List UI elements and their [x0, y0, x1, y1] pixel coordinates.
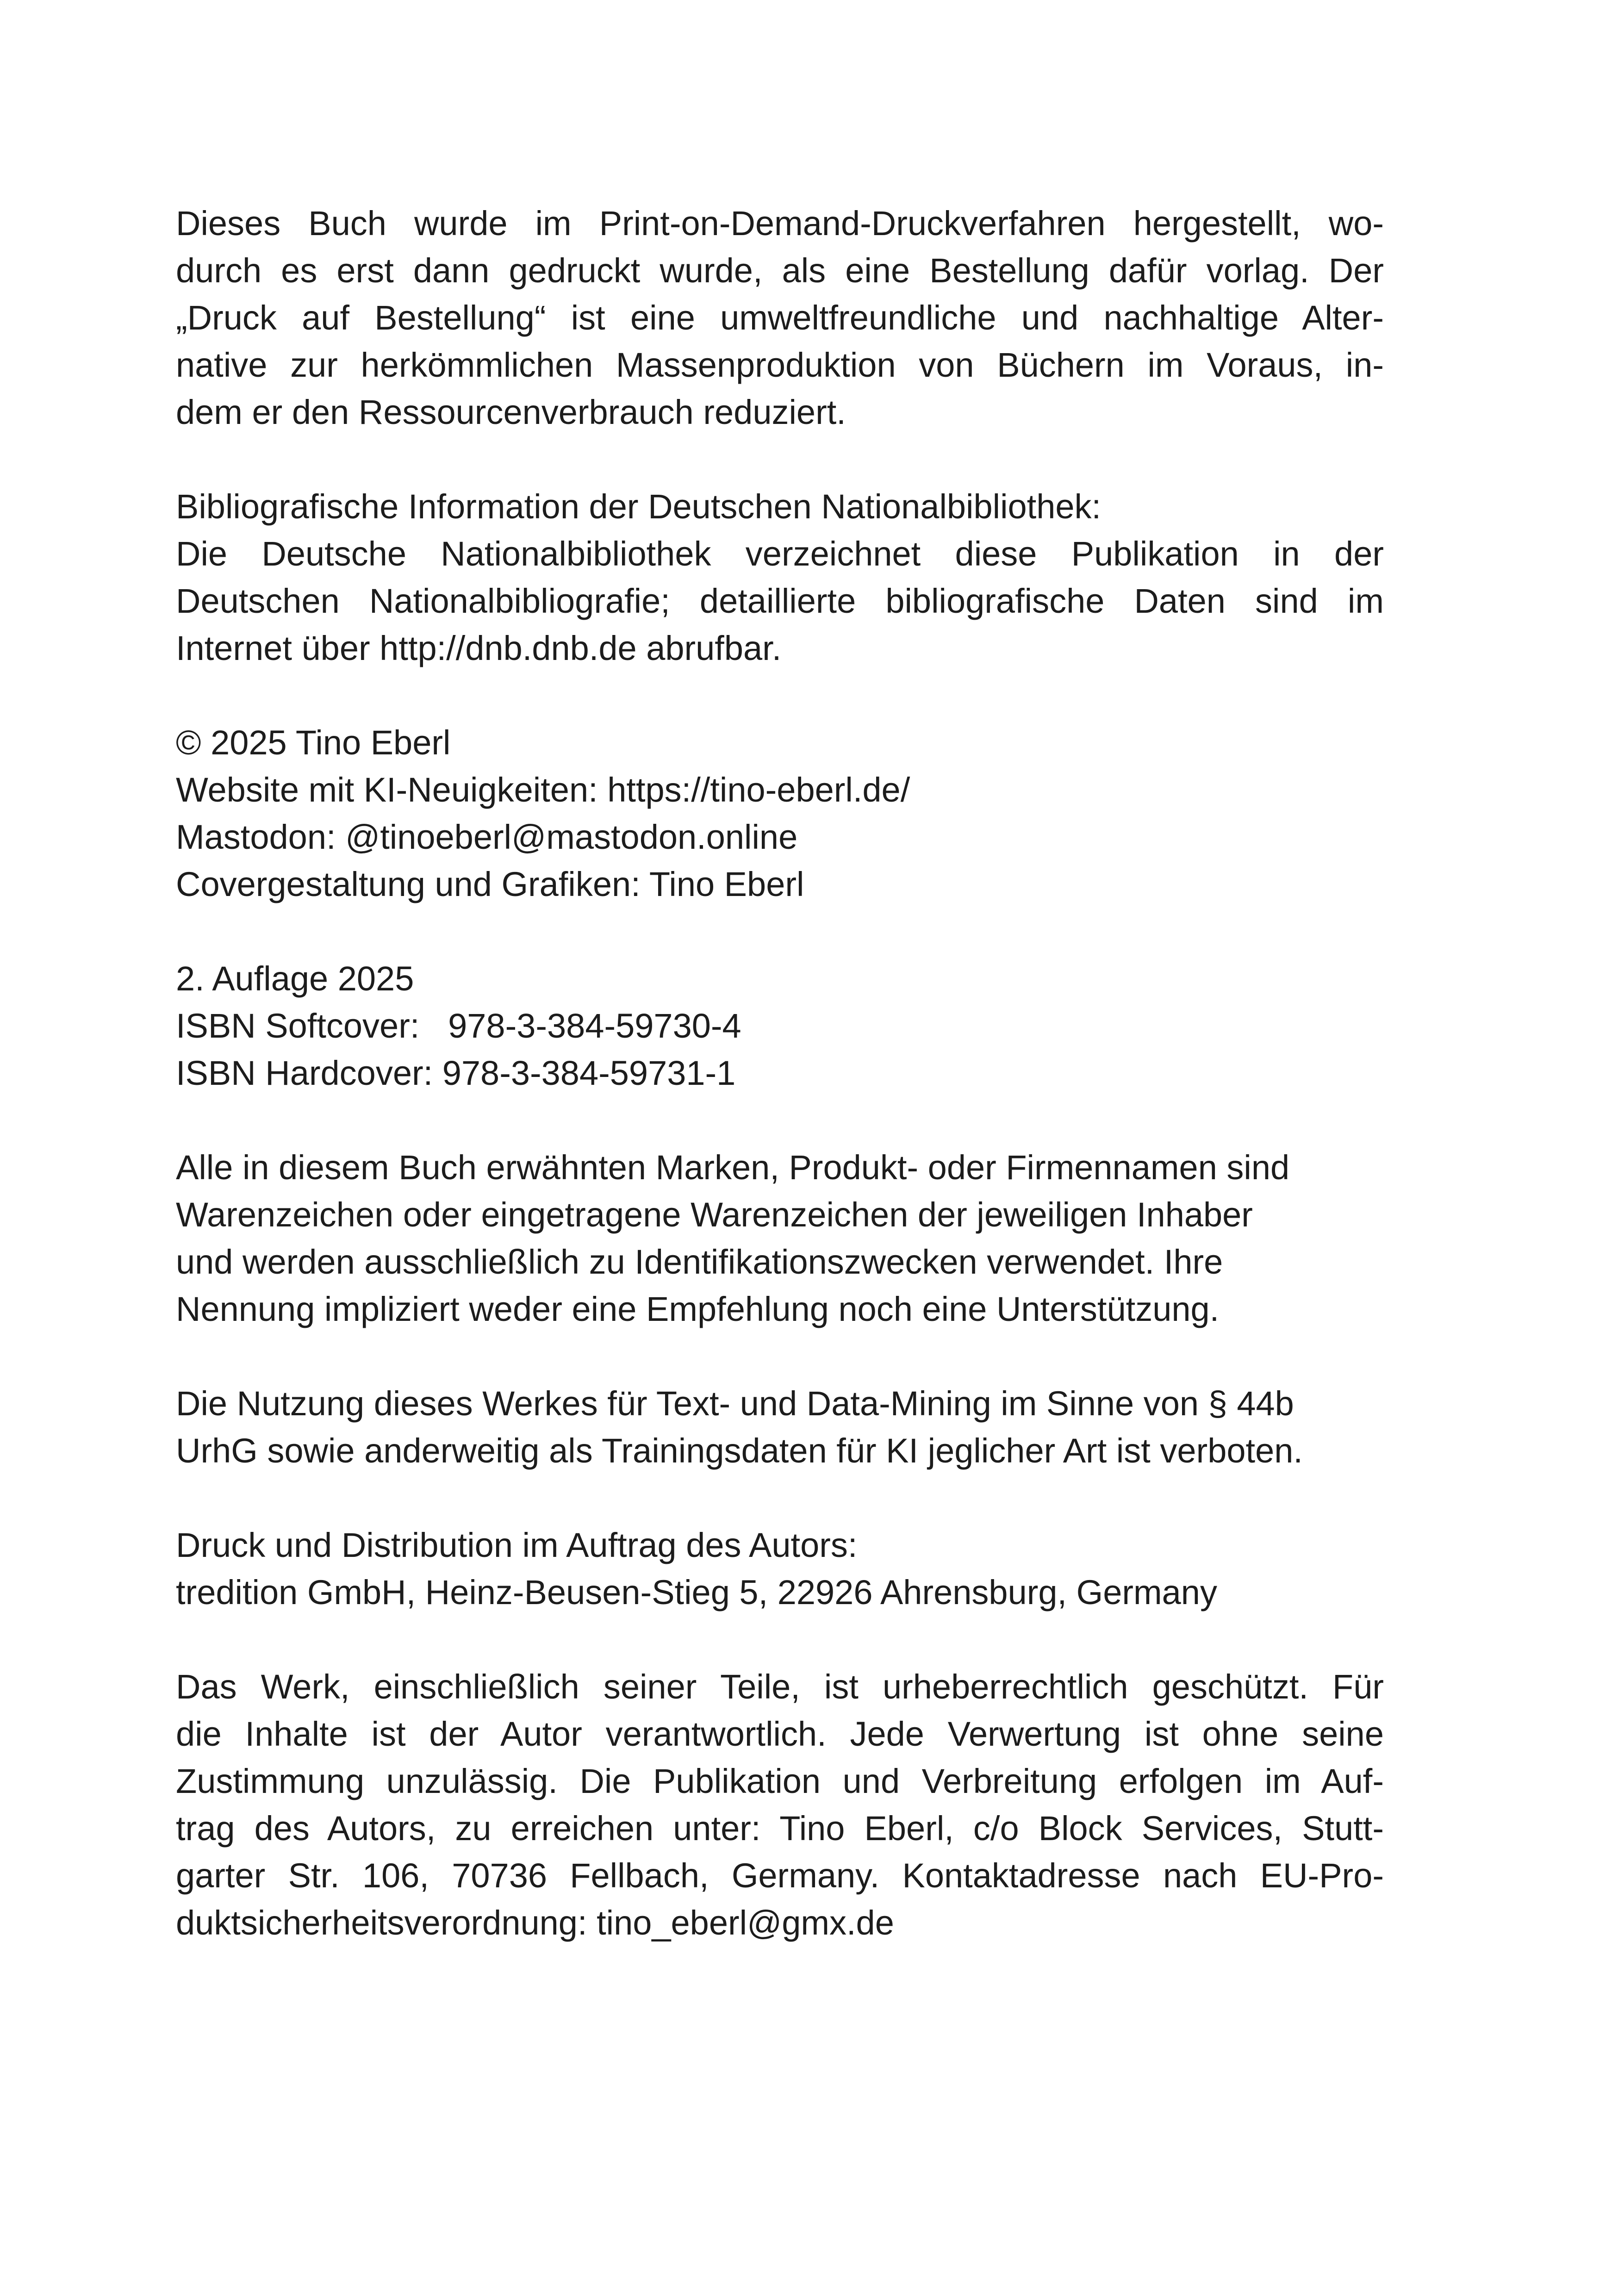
pod-line-1: Dieses Buch wurde im Print-on-Demand-Druckverfahren hergestellt, wo- [176, 204, 1384, 243]
notice-line-3: Zustimmung unzulässig. Die Publikation und Verbreitung erfolgen im Auf- [176, 1762, 1384, 1800]
trademarks-paragraph [176, 1144, 1384, 1333]
notice-line-6: duktsicherheitsverordnung: tino_eberl@gmx.de [176, 1904, 894, 1942]
tdm-line-1: Die Nutzung dieses Werkes für Text- und Data-Mining im Sinne von § 44b [176, 1384, 1294, 1423]
cover-design-line: Covergestaltung und Grafiken: Tino Eberl [176, 865, 804, 903]
isbn-hardcover-line: ISBN Hardcover: 978-3-384-59731-1 [176, 1054, 736, 1092]
print-on-demand-paragraph [176, 200, 1384, 436]
pod-line-4: native zur herkömmlichen Massenproduktion von Büchern im Voraus, in- [176, 346, 1384, 384]
distribution-address: tredition GmbH, Heinz-Beusen-Stieg 5, 22926 Ahrensburg, Germany [176, 1573, 1217, 1612]
distribution-paragraph [176, 1522, 1384, 1616]
notice-line-2: die Inhalte ist der Autor verantwortlich. Jede Verwertung ist ohne seine [176, 1715, 1384, 1753]
trademarks-line-4: Nennung impliziert weder eine Empfehlung noch eine Unterstützung. [176, 1290, 1220, 1328]
imprint-page [176, 200, 1384, 1994]
pod-line-3: „Druck auf Bestellung“ ist eine umweltfreundliche und nachhaltige Alter- [176, 299, 1384, 337]
notice-line-5: garter Str. 106, 70736 Fellbach, Germany. Kontaktadresse nach EU-Pro- [176, 1856, 1384, 1895]
author-info-paragraph [176, 719, 1384, 908]
edition-paragraph [176, 955, 1384, 1097]
edition-line: 2. Auflage 2025 [176, 959, 414, 998]
trademarks-line-2: Warenzeichen oder eingetragene Warenzeichen der jeweiligen Inhaber [176, 1195, 1253, 1234]
distribution-heading: Druck und Distribution im Auftrag des Autors: [176, 1526, 858, 1564]
tdm-line-2: UrhG sowie anderweitig als Trainingsdaten für KI jeglicher Art ist verboten. [176, 1431, 1303, 1470]
bibliography-line-2: Deutschen Nationalbibliografie; detaillierte bibliografische Daten sind im [176, 582, 1384, 620]
copyright-notice-paragraph [176, 1663, 1384, 1947]
isbn-softcover-line: ISBN Softcover: 978-3-384-59730-4 [176, 1007, 741, 1045]
notice-line-4: trag des Autors, zu erreichen unter: Tino Eberl, c/o Block Services, Stutt- [176, 1809, 1384, 1848]
copyright-line: © 2025 Tino Eberl [176, 723, 451, 762]
trademarks-line-3: und werden ausschließlich zu Identifikationszwecken verwendet. Ihre [176, 1243, 1223, 1281]
pod-line-5: dem er den Ressourcenverbrauch reduziert. [176, 393, 846, 431]
bibliography-line-1: Die Deutsche Nationalbibliothek verzeichnet diese Publikation in der [176, 535, 1384, 573]
notice-line-1: Das Werk, einschließlich seiner Teile, ist urheberrechtlich geschützt. Für [176, 1668, 1384, 1706]
text-data-mining-paragraph [176, 1380, 1384, 1475]
website-line: Website mit KI-Neuigkeiten: https://tino-eberl.de/ [176, 771, 910, 809]
trademarks-line-1: Alle in diesem Buch erwähnten Marken, Produkt- oder Firmennamen sind [176, 1148, 1290, 1187]
bibliographic-information-paragraph [176, 483, 1384, 672]
bibliography-line-3: Internet über http://dnb.dnb.de abrufbar. [176, 629, 782, 667]
pod-line-2: durch es erst dann gedruckt wurde, als eine Bestellung dafür vorlag. Der [176, 251, 1384, 290]
bibliography-heading: Bibliografische Information der Deutschen Nationalbibliothek: [176, 487, 1101, 526]
mastodon-line: Mastodon: @tinoeberl@mastodon.online [176, 818, 798, 856]
